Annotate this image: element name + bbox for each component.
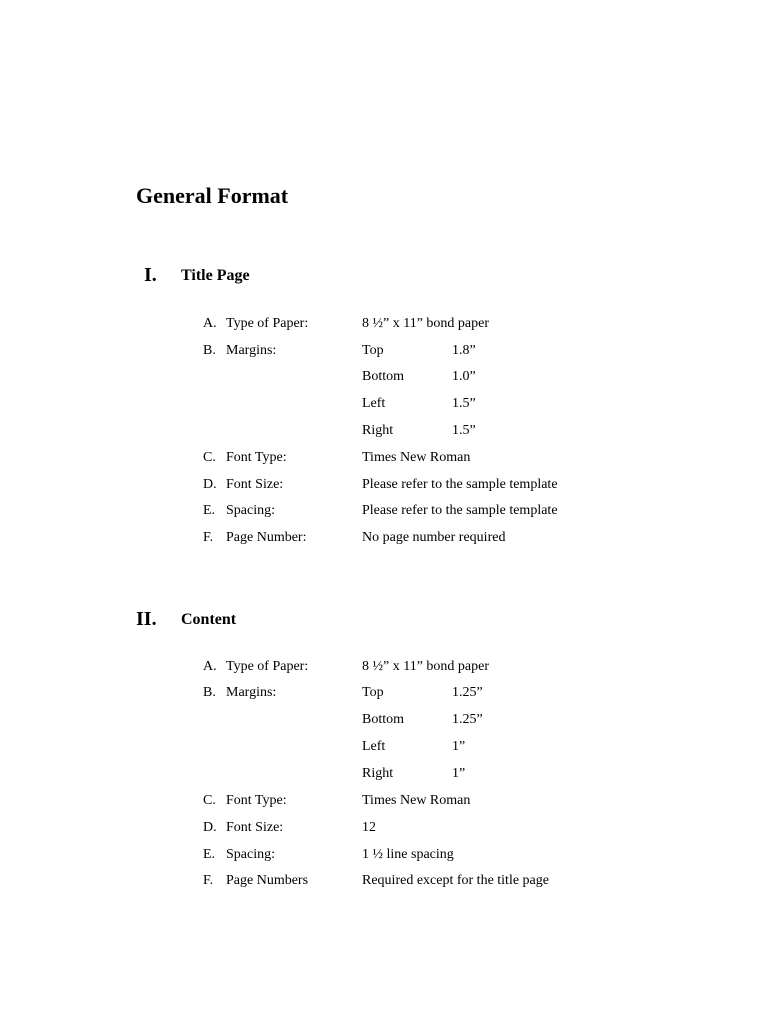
item-value: No page number required: [362, 530, 506, 545]
item-letter: D.: [203, 477, 217, 492]
margin-side: Left: [362, 396, 386, 411]
margin-value: 1.5”: [452, 396, 476, 411]
item-label: Font Type:: [226, 450, 287, 465]
margin-side: Left: [362, 739, 386, 754]
item-label: Margins:: [226, 343, 277, 358]
item-label: Font Size:: [226, 820, 284, 835]
margin-value: 1”: [452, 766, 466, 781]
margin-side: Bottom: [362, 712, 405, 727]
item-label: Type of Paper:: [226, 659, 309, 674]
item-letter: C.: [203, 793, 216, 808]
item-label: Page Numbers: [226, 873, 309, 888]
item-letter: D.: [203, 820, 217, 835]
margin-side: Bottom: [362, 369, 405, 384]
item-value: 1 ½ line spacing: [362, 847, 454, 862]
section-heading: Content: [181, 611, 237, 628]
item-letter: B.: [203, 685, 216, 700]
item-value: Required except for the title page: [362, 873, 549, 888]
item-label: Spacing:: [226, 847, 275, 862]
item-label: Spacing:: [226, 503, 275, 518]
item-label: Font Type:: [226, 793, 287, 808]
item-value: Times New Roman: [362, 450, 471, 465]
item-letter: A.: [203, 659, 217, 674]
item-label: Page Number:: [226, 530, 307, 545]
section-heading: Title Page: [181, 267, 250, 284]
item-letter: B.: [203, 343, 216, 358]
item-letter: E.: [203, 503, 216, 518]
margin-side: Right: [362, 766, 394, 781]
item-letter: A.: [203, 316, 217, 331]
page-title: General Format: [136, 183, 289, 208]
item-label: Margins:: [226, 685, 277, 700]
item-label: Font Size:: [226, 477, 284, 492]
margin-value: 1”: [452, 739, 466, 754]
margin-value: 1.8”: [452, 343, 476, 358]
item-letter: C.: [203, 450, 216, 465]
item-value: 8 ½” x 11” bond paper: [362, 659, 489, 674]
item-value: Please refer to the sample template: [362, 477, 558, 492]
margin-side: Right: [362, 423, 394, 438]
item-letter: E.: [203, 847, 216, 862]
margin-value: 1.25”: [452, 712, 483, 727]
margin-value: 1.25”: [452, 685, 483, 700]
item-label: Type of Paper:: [226, 316, 309, 331]
margin-side: Top: [362, 685, 384, 700]
item-value: 12: [362, 820, 376, 835]
section-number: I.: [144, 264, 157, 286]
margin-value: 1.5”: [452, 423, 476, 438]
item-value: Please refer to the sample template: [362, 503, 558, 518]
item-letter: F.: [203, 530, 214, 545]
item-letter: F.: [203, 873, 214, 888]
margin-value: 1.0”: [452, 369, 476, 384]
margin-side: Top: [362, 343, 384, 358]
section-number: II.: [136, 608, 157, 630]
item-value: Times New Roman: [362, 793, 471, 808]
item-value: 8 ½” x 11” bond paper: [362, 316, 489, 331]
